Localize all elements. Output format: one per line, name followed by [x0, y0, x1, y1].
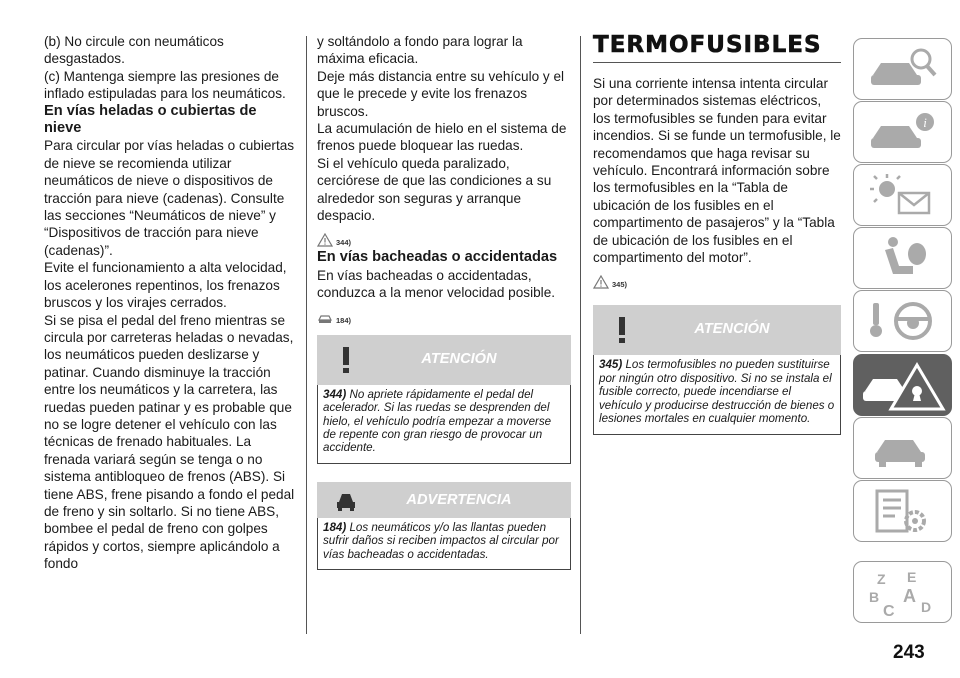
index-letter: E — [906, 569, 916, 585]
caution-reference — [317, 303, 571, 325]
paragraph: Evite el funcionamiento a alta velocidad, los acelerones repentinos, los frenazos bruscos y los virajes cerrados. — [44, 260, 287, 311]
caution-box-header — [317, 482, 571, 518]
index-letter: A — [902, 586, 916, 606]
index-letter: C — [882, 603, 895, 618]
car-search-icon — [863, 45, 943, 95]
reference-number: 345) — [612, 280, 628, 290]
warning-title: ATENCIÓN — [421, 350, 497, 367]
car-info-icon — [863, 108, 943, 158]
paragraph: (b) No circule con neumáticos desgastados. — [44, 34, 224, 67]
caution-body: Los neumáticos y/o las llantas pueden sufrir daños si reciben impactos al circular por vías bacheadas o accidentadas. — [323, 520, 559, 561]
tab-safety[interactable] — [853, 227, 952, 289]
caution-box — [317, 482, 571, 570]
alphabetical-index-icon — [863, 568, 943, 618]
tab-starting-driving[interactable] — [853, 290, 952, 352]
warning-text — [593, 355, 841, 434]
caution-text — [317, 518, 571, 570]
paragraph: y soltándolo a fondo para lograr la máxima eficacia. — [317, 34, 523, 67]
car-hazard-icon — [859, 361, 947, 413]
tab-technical-data[interactable] — [853, 480, 952, 542]
index-letter: D — [920, 599, 931, 615]
warning-box-header — [593, 305, 841, 355]
warning-reference — [317, 225, 571, 247]
index-letter: B — [868, 589, 879, 605]
paragraph: (c) Mantenga siempre las presiones de inflado estipuladas para los neumáticos. — [44, 68, 286, 102]
paragraph: Deje más distancia entre su vehículo y el que le precede y evite los frenazos bruscos. — [317, 68, 565, 119]
car-service-icon — [863, 424, 943, 474]
warning-box — [317, 335, 571, 464]
reference-number: 184) — [336, 315, 352, 325]
caution-number: 184) — [323, 520, 347, 534]
warning-reference — [593, 267, 841, 289]
key-steering-wheel-icon — [863, 297, 943, 347]
column-divider — [306, 36, 307, 634]
seat-airbag-icon — [863, 234, 943, 284]
warning-box — [593, 305, 841, 434]
tab-maintenance[interactable] — [853, 417, 952, 479]
warning-body: No apriete rápidamente el pedal del acelerador. Si las ruedas se desprenden del hielo, el vehículo podría empezar a moverse de repente con gran riesgo de provocar un accidente. — [323, 387, 552, 455]
paragraph: Si el vehículo queda paralizado, cerciórese de que las condiciones a su alrededor son seguras y arranque despacio. — [317, 155, 552, 224]
column-1 — [44, 33, 296, 573]
warning-box-header — [317, 335, 571, 385]
reference-number: 344) — [336, 238, 352, 248]
paragraph: Si una corriente intensa intenta circular por determinados sistemas eléctricos, los termofusibles se funden para evitar incendios. Si se funde un termofusible, le recomendamos que haga revisar su vehículo. Encontrará información sobre los termofusibles en la “Tabla de ubicación de los fusibles en el compartimento de pasajeros” y la “Tabla de ubicación de los fusibles en el compartimento del motor”. — [593, 76, 841, 266]
warning-number: 344) — [323, 387, 347, 401]
paragraph: Si se pisa el pedal del freno mientras se circula por carreteras heladas o nevadas, los neumáticos pueden deslizarse y patinar. Cuando disminuye la tracción entre los neumáticos y la carretera, las ruedas pueden patinar y es probable que no se logre detener el vehículo con las técnicas de frenado habituales. La frenada variará según se tenga o no sistema antibloqueo de frenos (ABS). Si tiene ABS, frene pisando a fondo el pedal de freno y sin soltarlo. Si no tiene ABS, bombee el pedal de freno con golpes rápidos y cortos, siempre aplicándolo a fondo — [44, 312, 295, 572]
paragraph: La acumulación de hielo en el sistema de frenos puede bloquear las ruedas. — [317, 121, 567, 154]
column-2 — [317, 33, 571, 570]
warning-title: ATENCIÓN — [694, 321, 770, 338]
tab-instrument-panel[interactable] — [853, 101, 952, 163]
column-3 — [593, 34, 841, 435]
section-heading-icy-roads: En vías heladas o cubiertas de nieve — [44, 102, 257, 137]
section-heading-rough-roads: En vías bacheadas o accidentadas — [317, 249, 558, 266]
warning-light-message-icon — [863, 171, 943, 221]
paragraph: Para circular por vías heladas o cubiertas de nieve se recomienda utilizar neumáticos de nieve o dispositivos de tracción para nieve (cadenas). Consulte las secciones “Neumáticos de nieve” y “Dispositivos de tracción para nieve (cadenas)”. — [44, 138, 295, 258]
page-number: 243 — [893, 642, 925, 663]
section-title: TERMOFUSIBLES — [593, 32, 822, 58]
warning-number: 345) — [599, 358, 623, 372]
specifications-gear-icon — [863, 487, 943, 537]
tab-emergencies[interactable] — [853, 354, 952, 416]
warning-triangle-icon — [593, 275, 609, 289]
tab-index[interactable] — [853, 561, 952, 623]
warning-triangle-icon — [317, 233, 333, 247]
caution-title: ADVERTENCIA — [406, 491, 512, 508]
warning-text — [317, 385, 571, 464]
paragraph: En vías bacheadas o accidentadas, conduzca a la menor velocidad posible. — [317, 267, 556, 301]
index-letter: Z — [876, 571, 886, 587]
car-caution-icon — [317, 311, 333, 325]
title-underline — [593, 62, 841, 63]
svg-text:i: i — [922, 115, 927, 130]
tab-getting-to-know-car[interactable] — [853, 38, 952, 100]
column-divider — [580, 36, 581, 634]
warning-body: Los termofusibles no pueden sustituirse por ningún otro dispositivo. Si no se instala el fusible correcto, puede incendiarse el vehículo y producirse destrucción de bienes o lesiones mortales en cualquier momento. — [599, 358, 835, 426]
tab-warning-lights[interactable] — [853, 164, 952, 226]
